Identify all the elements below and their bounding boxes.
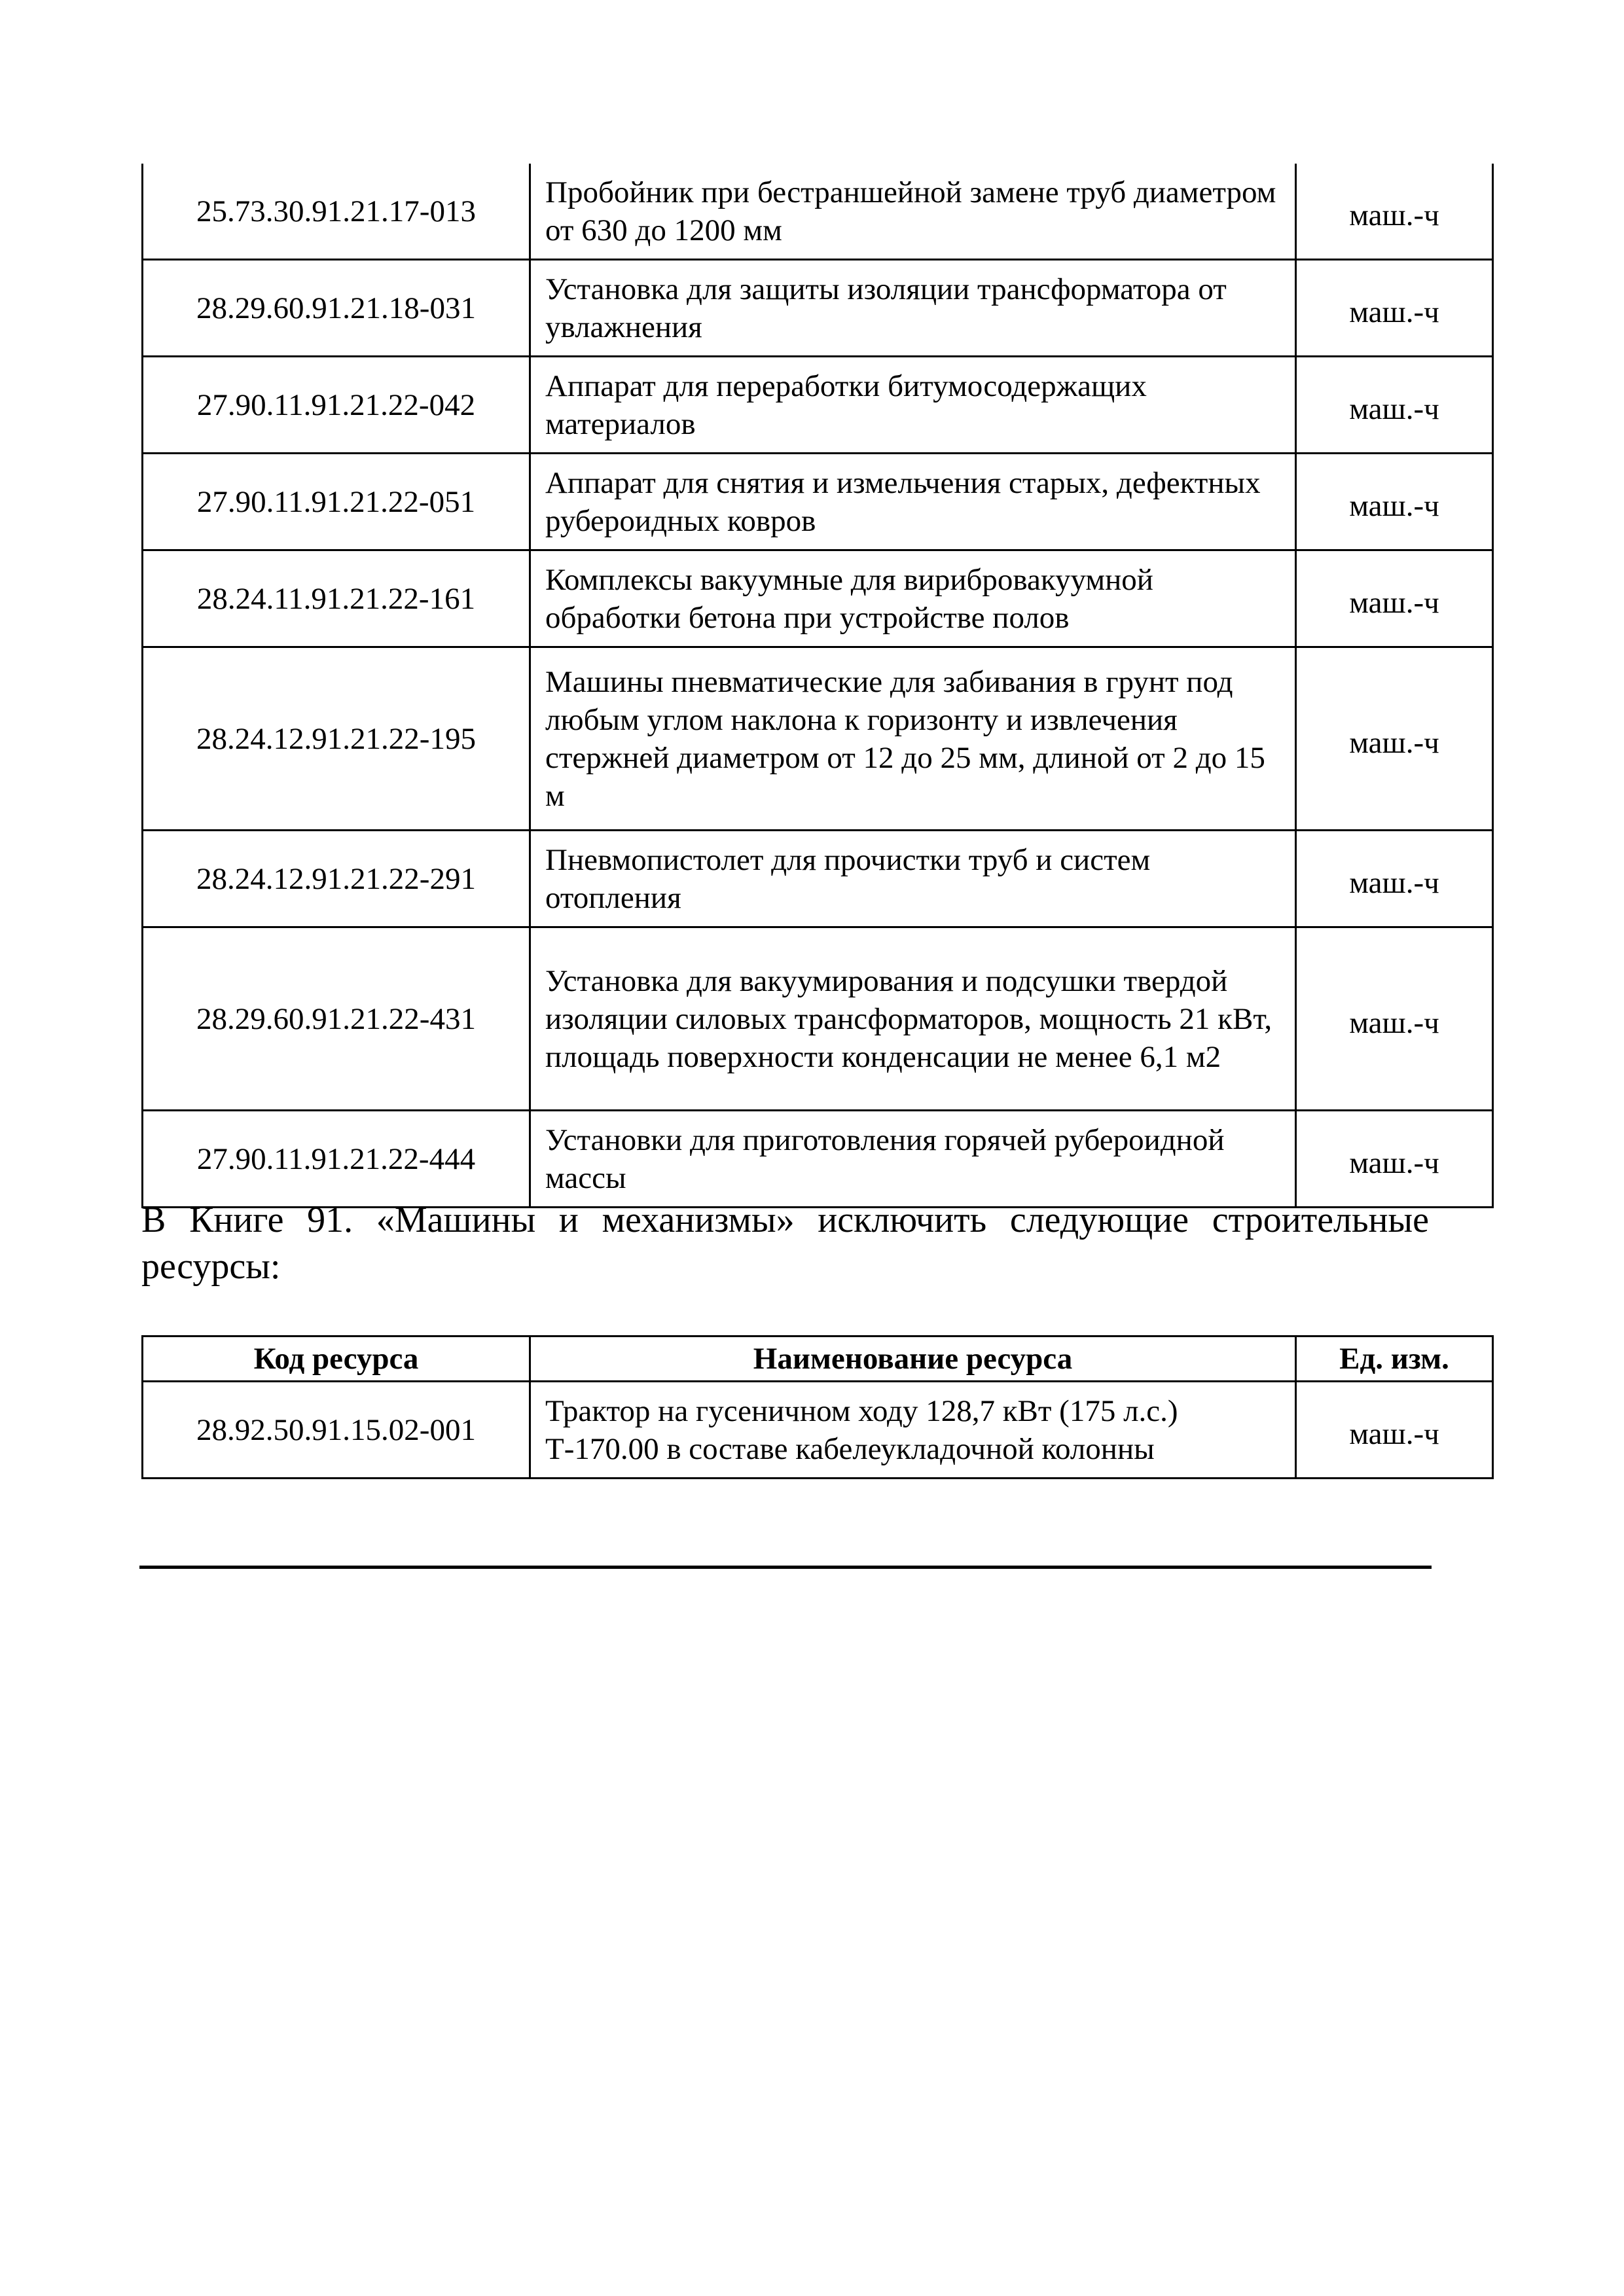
table-row: [143, 164, 1493, 260]
table-row: [143, 1111, 1493, 1208]
horizontal-rule: [139, 1566, 1432, 1569]
resource-unit: маш.-ч: [1296, 647, 1493, 831]
resource-name: Комплексы вакуумные для вирибровакуумной обработки бетона при устройстве полов: [530, 550, 1296, 647]
resource-code: 27.90.11.91.21.22-042: [143, 357, 530, 454]
resource-code: 27.90.11.91.21.22-051: [143, 454, 530, 550]
resource-code: 28.29.60.91.21.22-431: [143, 927, 530, 1111]
table-row: [143, 357, 1493, 454]
resource-name: Аппарат для снятия и измельчения старых, дефектных рубероидных ковров: [530, 454, 1296, 550]
resource-name: Установка для защиты изоляции трансформатора от увлажнения: [530, 260, 1296, 357]
resource-unit: маш.-ч: [1296, 357, 1493, 454]
header-code: Код ресурса: [143, 1336, 530, 1382]
resource-name: Пробойник при бестраншейной замене труб диаметром от 630 до 1200 мм: [530, 164, 1296, 260]
resource-name: Установка для вакуумирования и подсушки твердой изоляции силовых трансформаторов, мощность 21 кВт, площадь поверхности конденсации не менее 6,1 м2: [530, 927, 1296, 1111]
resource-name: Трактор на гусеничном ходу 128,7 кВт (175 л.с.) Т-170.00 в составе кабелеукладочной колонны: [530, 1382, 1296, 1479]
resource-unit: маш.-ч: [1296, 927, 1493, 1111]
resource-code: 28.29.60.91.21.18-031: [143, 260, 530, 357]
table-row: [143, 260, 1493, 357]
resource-name: Аппарат для переработки битумосодержащих материалов: [530, 357, 1296, 454]
table-header-row: [143, 1336, 1493, 1382]
resource-unit: маш.-ч: [1296, 1111, 1493, 1208]
resource-unit: маш.-ч: [1296, 1382, 1493, 1479]
table-row: [143, 831, 1493, 927]
resource-unit: маш.-ч: [1296, 454, 1493, 550]
excluded-resources-table: [141, 1335, 1494, 1479]
header-name: Наименование ресурса: [530, 1336, 1296, 1382]
resource-name: Машины пневматические для забивания в грунт под любым углом наклона к горизонту и извлечения стержней диаметром от 12 до 25 мм, длиной от 2 до 15 м: [530, 647, 1296, 831]
table-row: [143, 647, 1493, 831]
resources-table-continued: [141, 164, 1494, 1208]
table-row: [143, 1382, 1493, 1479]
resource-name: Установки для приготовления горячей рубероидной массы: [530, 1111, 1296, 1208]
resource-unit: маш.-ч: [1296, 550, 1493, 647]
resource-code: 28.24.12.91.21.22-195: [143, 647, 530, 831]
resource-code: 28.24.11.91.21.22-161: [143, 550, 530, 647]
resource-code: 27.90.11.91.21.22-444: [143, 1111, 530, 1208]
resource-name: Пневмопистолет для прочистки труб и систем отопления: [530, 831, 1296, 927]
resource-code: 25.73.30.91.21.17-013: [143, 164, 530, 260]
resource-unit: маш.-ч: [1296, 164, 1493, 260]
header-unit: Ед. изм.: [1296, 1336, 1493, 1382]
resource-code: 28.24.12.91.21.22-291: [143, 831, 530, 927]
resource-unit: маш.-ч: [1296, 831, 1493, 927]
table-row: [143, 550, 1493, 647]
table-row: [143, 454, 1493, 550]
table-row: [143, 927, 1493, 1111]
resource-unit: маш.-ч: [1296, 260, 1493, 357]
exclusion-paragraph: В Книге 91. «Машины и механизмы» исключить следующие строительные ресурсы:: [141, 1200, 1429, 1287]
resource-code: 28.92.50.91.15.02-001: [143, 1382, 530, 1479]
